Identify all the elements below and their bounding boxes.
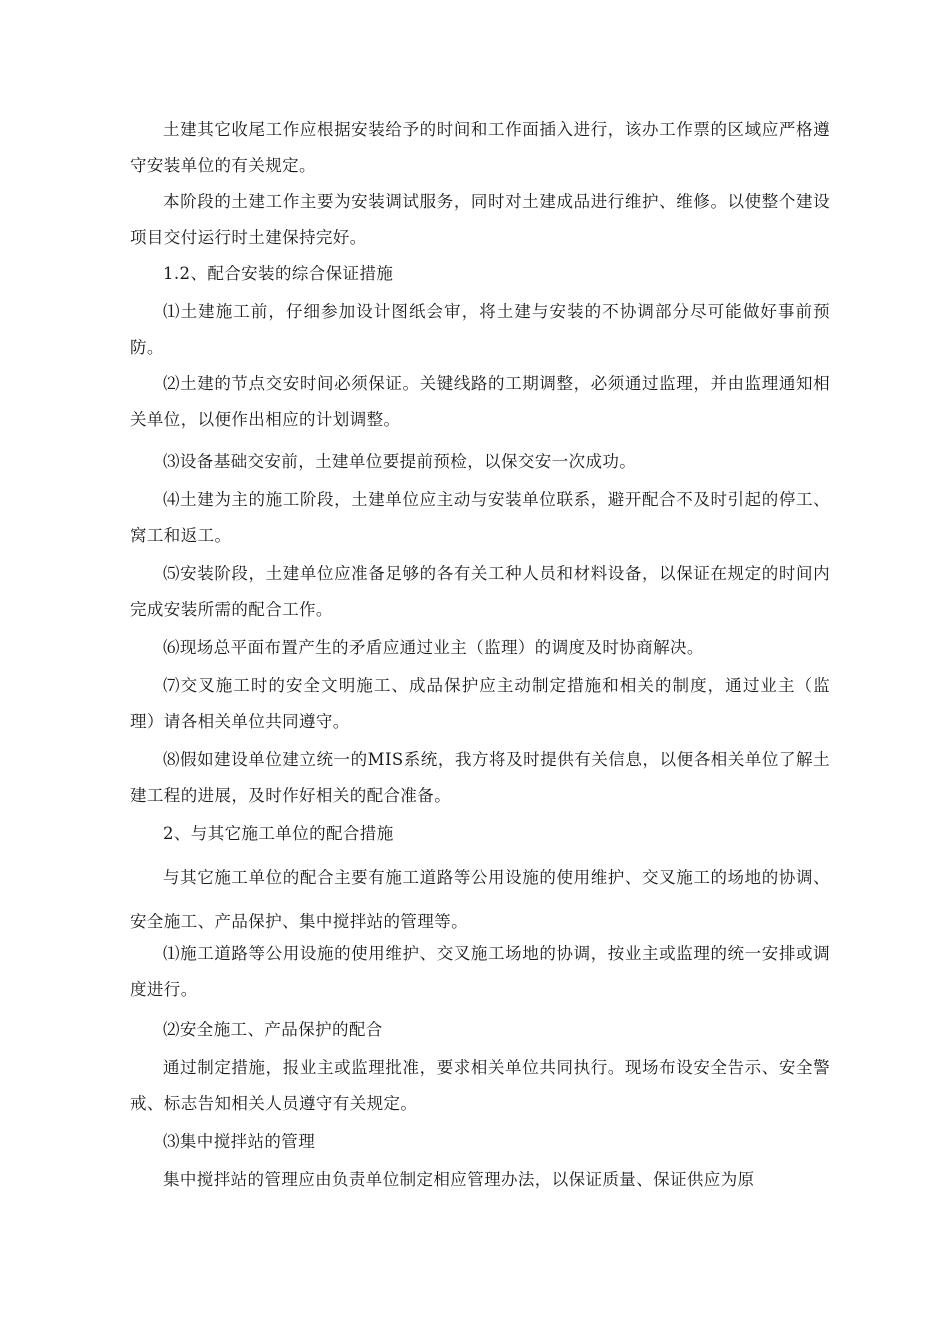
list-item-5: ⑸安装阶段，土建单位应准备足够的各有关工种人员和材料设备，以保证在规定的时间内完成安装所需的配合工作。 [130, 564, 830, 619]
paragraph-coordination-overview: 与其它施工单位的配合主要有施工道路等公用设施的使用维护、交叉施工的场地的协调、安全施工、产品保护、集中搅拌站的管理等。 [130, 868, 830, 931]
list-item-road-maintenance: ⑴施工道路等公用设施的使用维护、交叉施工场地的协调，按业主或监理的统一安排或调度进行。 [130, 944, 830, 999]
subheading-mixing-station: ⑶集中搅拌站的管理 [163, 1132, 316, 1151]
section-heading-1-2: 1.2、配合安装的综合保证措施 [163, 264, 394, 283]
paragraph-finishing-work: 土建其它收尾工作应根据安装给予的时间和工作面插入进行，该办工作票的区域应严格遵守安装单位的有关规定。 [130, 120, 830, 175]
subheading-safety-protection: ⑵安全施工、产品保护的配合 [163, 1020, 383, 1039]
list-item-1: ⑴土建施工前，仔细参加设计图纸会审，将土建与安装的不协调部分尽可能做好事前预防。 [130, 302, 830, 357]
list-item-6: ⑹现场总平面布置产生的矛盾应通过业主（监理）的调度及时协商解决。 [163, 638, 704, 657]
list-item-4: ⑷土建为主的施工阶段，土建单位应主动与安装单位联系，避开配合不及时引起的停工、窝工和返工。 [130, 490, 830, 545]
paragraph-safety-measures: 通过制定措施，报业主或监理批准，要求相关单位共同执行。现场布设安全告示、安全警戒、标志告知相关人员遵守有关规定。 [130, 1058, 830, 1113]
list-item-7: ⑺交叉施工时的安全文明施工、成品保护应主动制定措施和相关的制度，通过业主（监理）请各相关单位共同遵守。 [130, 676, 830, 731]
paragraph-stage-work: 本阶段的土建工作主要为安装调试服务，同时对土建成品进行维护、维修。以使整个建设项目交付运行时土建保持完好。 [130, 192, 830, 247]
section-heading-2: 2、与其它施工单位的配合措施 [163, 824, 394, 843]
list-item-3: ⑶设备基础交安前，土建单位要提前预检，以保交安一次成功。 [163, 452, 637, 471]
list-item-8: ⑻假如建设单位建立统一的MIS系统，我方将及时提供有关信息，以便各相关单位了解土建工程的进展，及时作好相关的配合准备。 [130, 750, 830, 805]
paragraph-mixing-station: 集中搅拌站的管理应由负责单位制定相应管理办法，以保证质量、保证供应为原 [163, 1170, 755, 1189]
list-item-2: ⑵土建的节点交安时间必须保证。关键线路的工期调整，必须通过监理，并由监理通知相关单位，以便作出相应的计划调整。 [130, 374, 830, 429]
